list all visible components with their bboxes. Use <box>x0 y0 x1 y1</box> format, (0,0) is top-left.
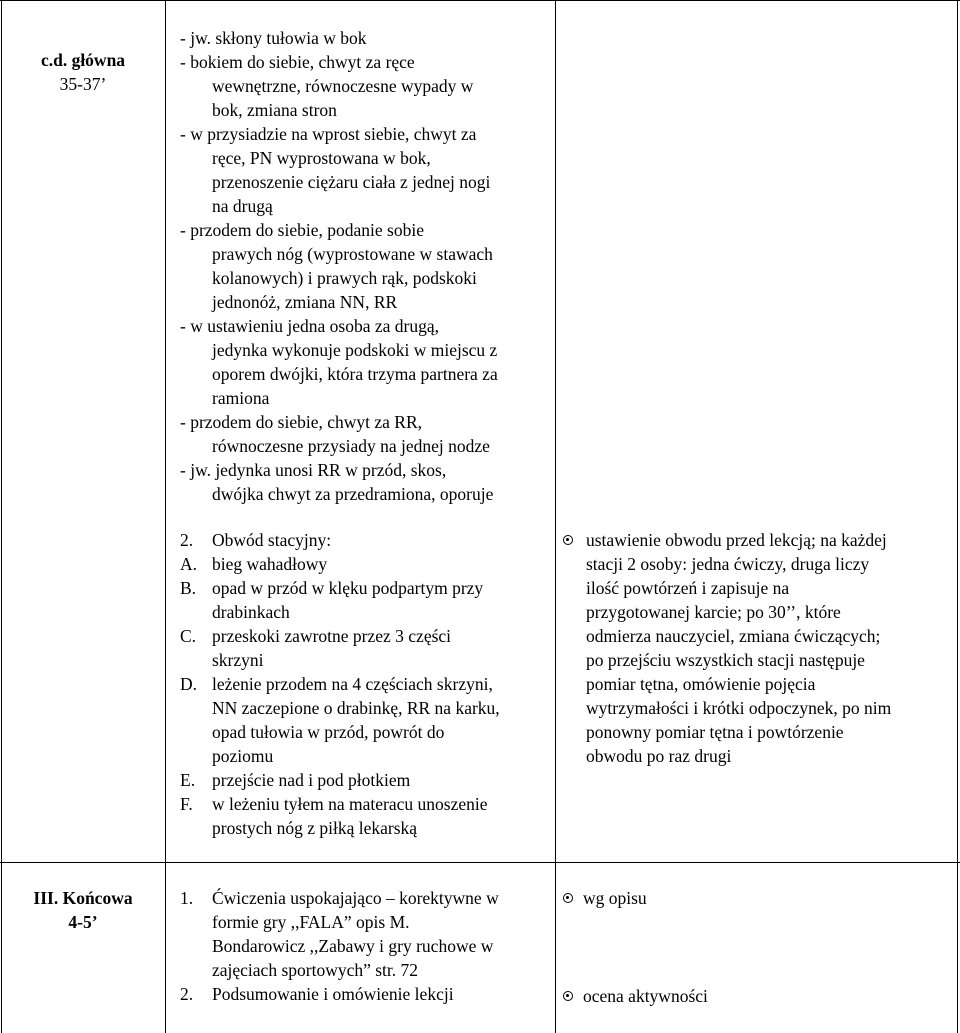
circuit-item: A. bieg wahadłowy <box>180 554 328 574</box>
note-line: ilość powtórzeń i zapisuje na <box>586 578 790 598</box>
phase-main-time: 35-37’ <box>59 74 107 94</box>
circuit-item-continuation: NN zaczepione o drabinkę, RR na karku, <box>212 698 500 718</box>
exercise-line: - bokiem do siebie, chwyt za ręce <box>180 52 415 72</box>
note-line: obwodu po raz drugi <box>586 746 732 766</box>
exercise-line: - jw. skłony tułowia w bok <box>180 28 367 48</box>
column-divider-2 <box>555 0 556 1033</box>
circuit-item-continuation: poziomu <box>212 746 274 766</box>
phase-final-title: III. Końcowa <box>33 888 133 908</box>
note-line: przygotowanej karcie; po 30’’, które <box>586 602 841 622</box>
bullet-icon <box>563 893 573 903</box>
exercise-line: jedynka wykonuje podskoki w miejscu z <box>212 340 498 360</box>
circuit-item-continuation: opad tułowia w przód, powrót do <box>212 722 445 742</box>
exercise-line: - przodem do siebie, podanie sobie <box>180 220 424 240</box>
exercise-line: równoczesne przysiady na jednej nodze <box>212 436 490 456</box>
exercise-line: przenoszenie ciężaru ciała z jednej nogi <box>212 172 491 192</box>
circuit-item-continuation: skrzyni <box>212 650 264 670</box>
exercise-line: - w ustawieniu jedna osoba za drugą, <box>180 316 440 336</box>
exercise-line: prawych nóg (wyprostowane w stawach <box>212 244 493 264</box>
note-line: stacji 2 osoby: jedna ćwiczy, druga liczy <box>586 554 870 574</box>
final-item-continuation: Bondarowicz ,,Zabawy i gry ruchowe w <box>212 936 494 956</box>
note-line: ocena aktywności <box>583 986 708 1006</box>
note-line: wg opisu <box>583 888 647 908</box>
exercise-line: ramiona <box>212 388 270 408</box>
table-border-right <box>957 0 958 1033</box>
circuit-item: E. przejście nad i pod płotkiem <box>180 770 411 790</box>
phase-main-title: c.d. główna <box>40 50 126 70</box>
note-line: po przejściu wszystkich stacji następuje <box>586 650 865 670</box>
note-line: odmierza nauczyciel, zmiana ćwiczących; <box>586 626 881 646</box>
bullet-icon <box>563 991 573 1001</box>
note-line: pomiar tętna, omówienie pojęcia <box>586 674 816 694</box>
phase-final-time: 4-5’ <box>68 912 98 932</box>
exercise-line: jednonóż, zmiana NN, RR <box>212 292 398 312</box>
exercise-line: ręce, PN wyprostowana w bok, <box>212 148 431 168</box>
circuit-item-continuation: prostych nóg z piłką lekarską <box>212 818 418 838</box>
exercise-line: na drugą <box>212 196 273 216</box>
column-divider-1 <box>165 0 166 1033</box>
bullet-icon <box>563 535 573 545</box>
exercise-line: dwójka chwyt za przedramiona, oporuje <box>212 484 494 504</box>
circuit-item: C. przeskoki zawrotne przez 3 części <box>180 626 452 646</box>
final-item: 1. Ćwiczenia uspokajająco – korektywne w <box>180 888 499 908</box>
table-border-left <box>1 0 2 1033</box>
row-divider <box>0 862 960 863</box>
circuit-heading: 2. Obwód stacyjny: <box>180 530 332 550</box>
table-border-top <box>0 0 960 1</box>
circuit-item: F. w leżeniu tyłem na materacu unoszenie <box>180 794 488 814</box>
exercise-line: - w przysiadzie na wprost siebie, chwyt za <box>180 124 477 144</box>
note-line: wytrzymałości i krótki odpoczynek, po nim <box>586 698 892 718</box>
final-item-continuation: zajęciach sportowych” str. 72 <box>212 960 419 980</box>
exercise-line: - przodem do siebie, chwyt za RR, <box>180 412 423 432</box>
circuit-item: B. opad w przód w klęku podpartym przy <box>180 578 484 598</box>
exercise-line: oporem dwójki, która trzyma partnera za <box>212 364 498 384</box>
note-line: ustawienie obwodu przed lekcją; na każdej <box>586 530 887 550</box>
circuit-item-continuation: drabinkach <box>212 602 290 622</box>
note-line: ponowny pomiar tętna i powtórzenie <box>586 722 844 742</box>
exercise-line: bok, zmiana stron <box>212 100 337 120</box>
exercise-line: kolanowych) i prawych rąk, podskoki <box>212 268 477 288</box>
exercise-line: wewnętrzne, równoczesne wypady w <box>212 76 474 96</box>
final-item: 2. Podsumowanie i omówienie lekcji <box>180 984 454 1004</box>
final-item-continuation: formie gry ,,FALA” opis M. <box>212 912 410 932</box>
exercise-line: - jw. jedynka unosi RR w przód, skos, <box>180 460 447 480</box>
circuit-item: D. leżenie przodem na 4 częściach skrzyni, <box>180 674 493 694</box>
